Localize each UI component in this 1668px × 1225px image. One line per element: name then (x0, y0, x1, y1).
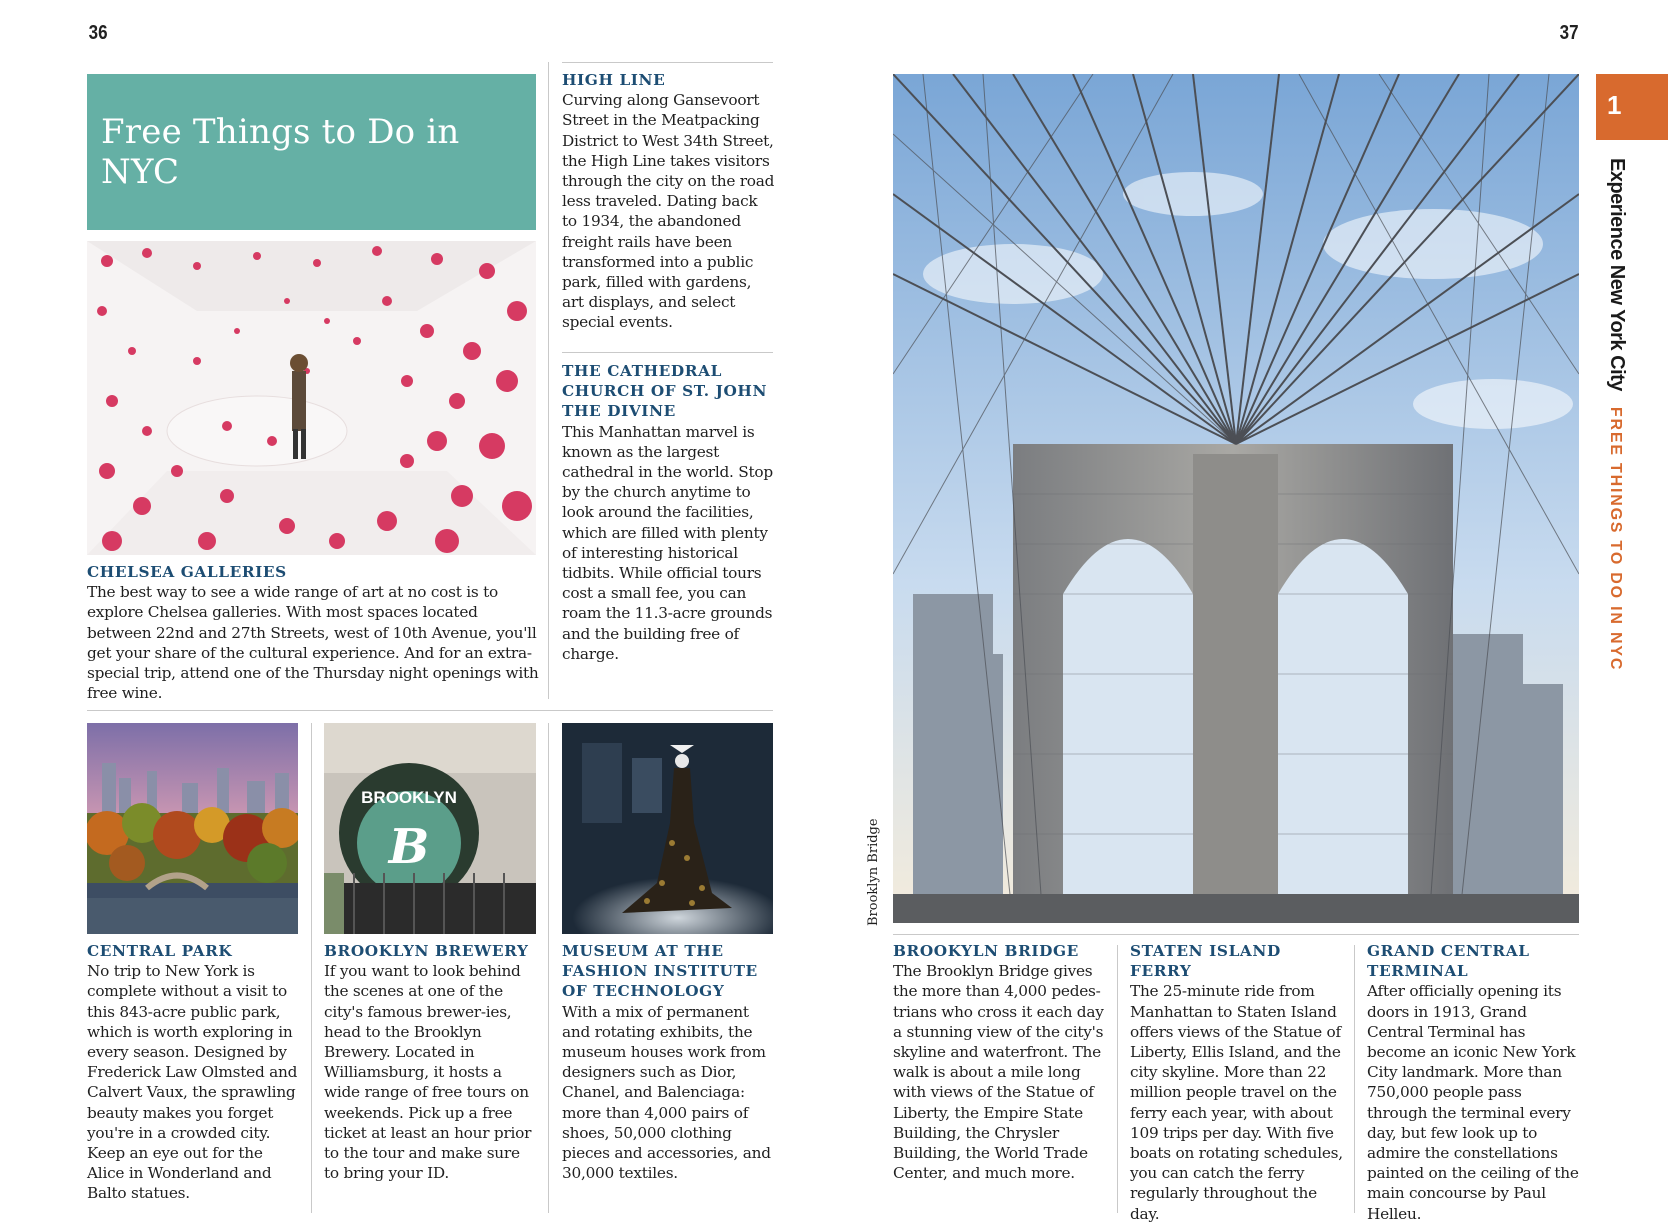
article-grand-central (1367, 941, 1581, 1224)
side-running-head (1605, 158, 1628, 671)
divider (562, 62, 773, 63)
brooklyn-brewery-photo (324, 723, 536, 934)
article-central-park (87, 941, 301, 1204)
article-brooklyn-brewery (324, 941, 538, 1183)
article-heading: STATEN ISLAND FERRY (1130, 942, 1281, 981)
article-body: With a mix of permanent and rotating exhibits, the museum houses work from designers such as Dior, Chanel, and Balenciaga: more than 4,000 pairs of shoes, 50,000 clothing pieces and accessories, and 30,000 textiles. (562, 1002, 771, 1183)
article-chelsea-galleries (87, 562, 539, 703)
title-box (87, 74, 536, 230)
article-cathedral (562, 361, 776, 664)
divider (1354, 945, 1355, 1213)
divider (893, 934, 1579, 935)
chapter-number: 1 (1607, 90, 1622, 120)
article-body: After officially opening its doors in 1913, Grand Central Terminal has become an iconic New York City landmark. More than 750,000 people pass through the terminal every day, but few look up to admire the constellations painted on the ceiling of the main concourse by Paul Helleu. (1367, 982, 1579, 1223)
divider (87, 710, 773, 711)
section-running-head: FREE THINGS TO DO IN NYC (1607, 406, 1624, 672)
article-heading: GRAND CENTRAL TERMINAL (1367, 942, 1530, 981)
article-heading: CENTRAL PARK (87, 942, 233, 960)
central-park-photo (87, 723, 298, 934)
divider (562, 352, 773, 353)
article-heading: THE CATHEDRAL CHURCH OF ST. JOHN THE DIVINE (562, 362, 768, 421)
photo-caption: Brooklyn Bridge (866, 818, 881, 926)
page-title: Free Things to Do in NYC (101, 112, 460, 192)
divider (548, 723, 549, 1213)
chelsea-gallery-photo (87, 241, 536, 555)
article-heading: MUSEUM AT THE FASHION INSTITUTE OF TECHNOLOGY (562, 942, 758, 1001)
article-body: This Manhattan marvel is known as the largest cathedral in the world. Stop by the church anytime to look around the facilities, which are filled with plenty of interesting historical tidbits. While official tours cost a small fee, you can roam the 11.3-acre grounds and the building free of charge. (562, 422, 773, 663)
divider (1117, 945, 1118, 1213)
article-brooklyn-bridge (893, 941, 1107, 1183)
article-heading: CHELSEA GALLERIES (87, 563, 287, 581)
article-heading: BROOKLYN BREWERY (324, 942, 529, 960)
brewery-sign-text: BROOKLYN (361, 788, 457, 807)
brooklyn-bridge-photo (893, 74, 1579, 923)
divider (311, 723, 312, 1213)
article-body: The best way to see a wide range of art at no cost is to explore Chelsea galleries. With most spaces located between 22nd and 27th Streets, west of 10th Avenue, you'll get your share of the cultural experience. And for an extra-special trip, attend one of the Thursday night openings with free wine. (87, 583, 539, 703)
article-staten-island-ferry (1130, 941, 1344, 1224)
article-heading: HIGH LINE (562, 71, 666, 89)
fashion-museum-photo (562, 723, 773, 934)
page-number-left: 36 (88, 22, 108, 44)
chapter-tab (1596, 74, 1668, 140)
article-fashion-museum (562, 941, 776, 1183)
article-high-line (562, 70, 776, 333)
article-body: No trip to New York is complete without a visit to this 843-acre public park, which is worth exploring in every season. Designed by Frederick Law Olmsted and Calvert Vaux, the sprawling beauty makes you forget you're in a crowded city. Keep an eye out for the Alice in Wonderland and Balto statues. (87, 962, 298, 1203)
article-body: If you want to look behind the scenes at one of the city's famous brewer-ies, head to the Brooklyn Brewery. Located in Williamsburg, it hosts a wide range of free tours on weekends. Pick up a free ticket at least an hour prior to the tour and make sure to bring your ID. (324, 962, 532, 1183)
article-body: Curving along Gansevoort Street in the Meatpacking District to West 34th Street, the High Line takes visitors through the city on the road less traveled. Dating back to 1934, the abandoned freight rails have been transformed into a public park, filled with gardens, art displays, and select special events. (562, 91, 775, 332)
page-number-right: 37 (1559, 22, 1579, 44)
chapter-title: Experience New York City (1606, 158, 1628, 391)
article-heading: BROOKYLN BRIDGE (893, 942, 1079, 960)
article-body: The Brooklyn Bridge gives the more than 4,000 pedes-trians who cross it each day a stunning view of the city's skyline and waterfront. The walk is about a mile long with views of the Statue of Liberty, the Empire State Building, the Chrysler Building, the World Trade Center, and much more. (893, 962, 1104, 1183)
svg-text:B: B (388, 819, 430, 875)
divider (548, 62, 549, 699)
article-body: The 25-minute ride from Manhattan to Staten Island offers views of the Statue of Liberty, Ellis Island, and the city skyline. More than 22 million people travel on the ferry each year, with about 109 trips per day. With five boats on rotating schedules, you can catch the ferry regularly throughout the day. (1130, 982, 1343, 1223)
